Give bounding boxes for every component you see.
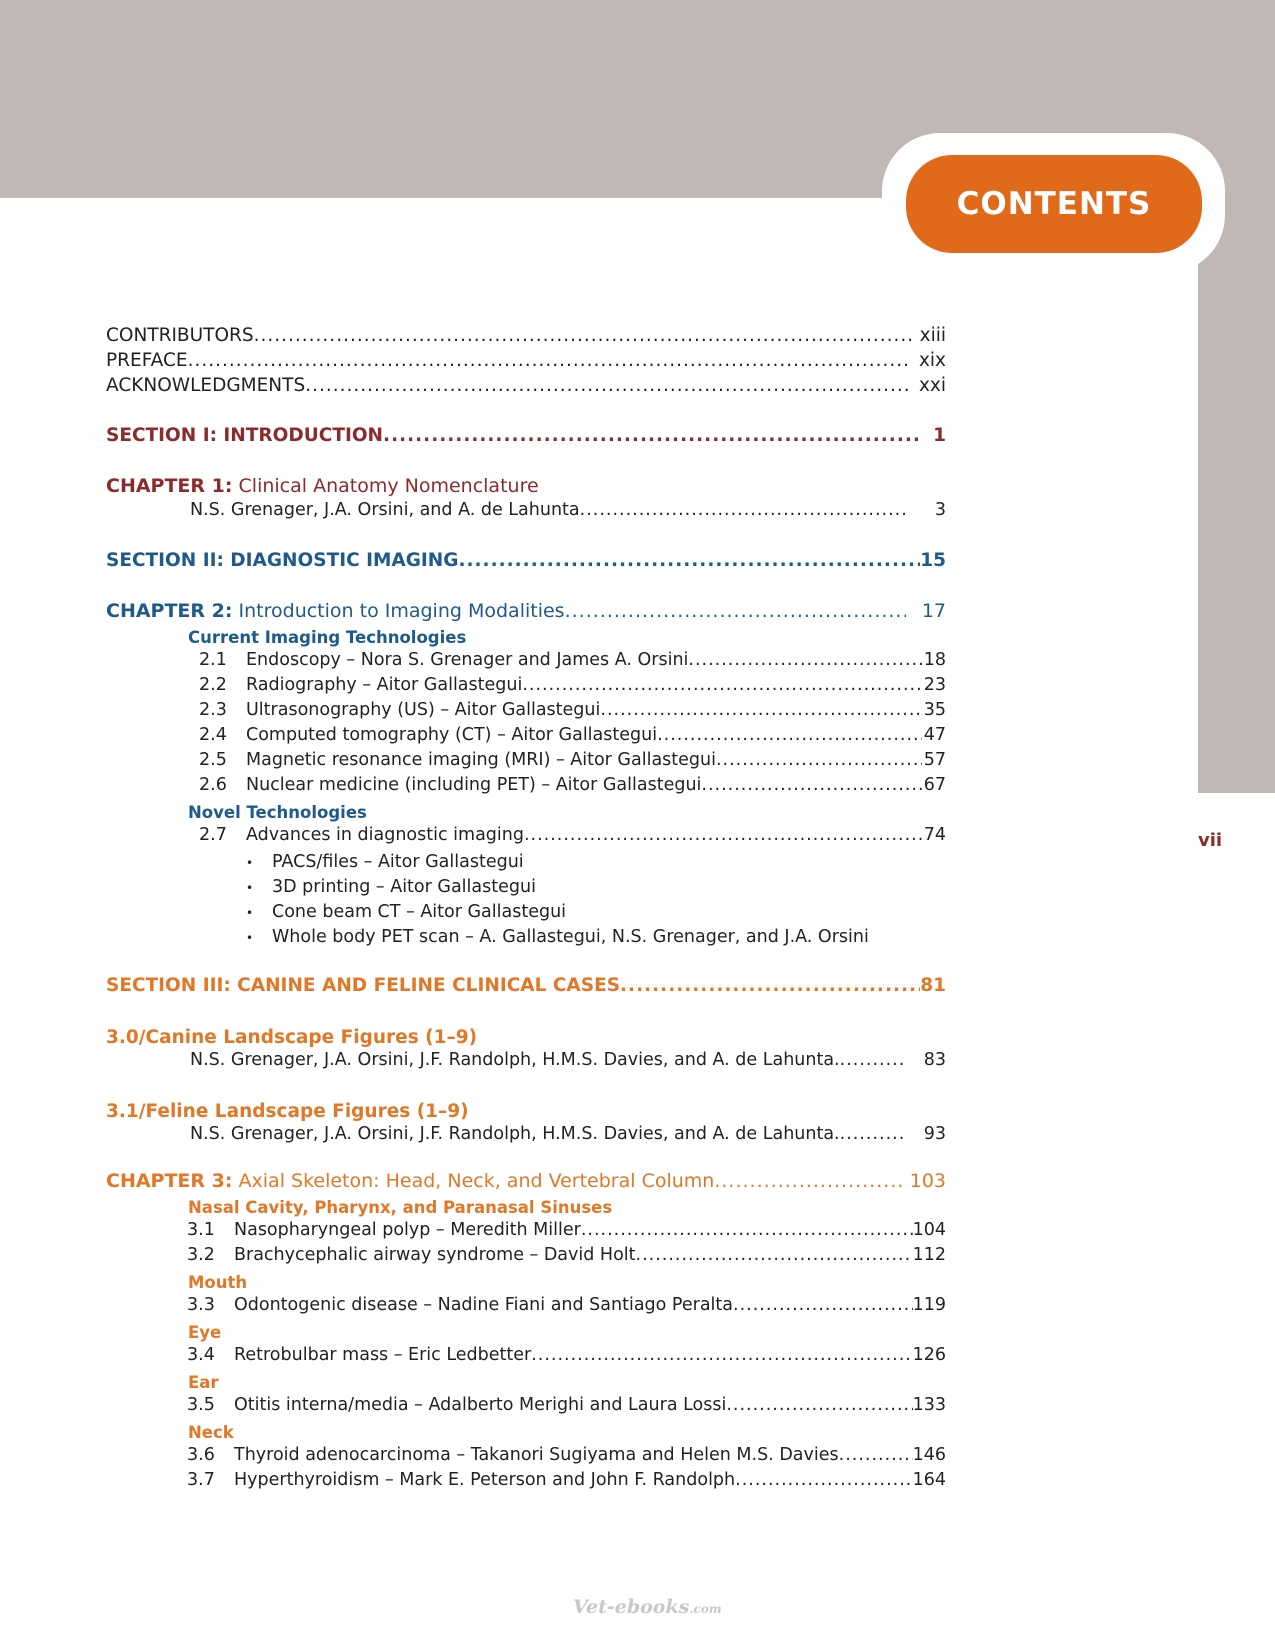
watermark-text: Vet-ebooks (573, 1596, 690, 1618)
bullet-item (106, 875, 946, 900)
leader-dots (636, 1245, 913, 1265)
section-title: SECTION II: DIAGNOSTIC IMAGING (106, 550, 459, 571)
bullet-text: Cone beam CT – Aitor Gallastegui (272, 902, 567, 922)
chapter-page: 17 (921, 600, 946, 622)
entry-page: 164 (912, 1470, 946, 1490)
section-title: SECTION I: INTRODUCTION (106, 425, 384, 446)
feline-authors[interactable] (106, 1124, 946, 1149)
toc-entry-3-7[interactable] (106, 1470, 946, 1495)
entry-page: xix (918, 350, 946, 371)
leader-dots (458, 550, 920, 571)
bullet-icon: • (246, 856, 254, 870)
toc-entry-3-6[interactable] (106, 1445, 946, 1470)
bullet-item (106, 900, 946, 925)
entry-number: 2.6 (199, 775, 227, 795)
entry-number: 2.1 (199, 650, 227, 670)
entry-number: 2.3 (199, 700, 227, 720)
leader-dots (839, 1445, 913, 1465)
entry-title: PREFACE (106, 350, 188, 371)
toc-entry-2-2[interactable] (106, 675, 946, 700)
toc-entry-2-6[interactable] (106, 775, 946, 800)
entry-number: 3.1 (187, 1220, 215, 1240)
leader-dots (735, 1470, 912, 1490)
leader-dots (383, 425, 922, 446)
subheading-current-imaging: Current Imaging Technologies (188, 628, 467, 647)
entry-title: Nasopharyngeal polyp – Meredith Miller (234, 1220, 581, 1240)
entry-title: Ultrasonography (US) – Aitor Gallastegui (246, 700, 601, 720)
contents-tab-label: CONTENTS (956, 186, 1152, 222)
entry-title: ACKNOWLEDGMENTS (106, 375, 306, 396)
bullet-item (106, 850, 946, 875)
subheading-novel-technologies: Novel Technologies (188, 803, 367, 822)
entry-number: 3.7 (187, 1470, 215, 1490)
toc-entry-contributors[interactable] (106, 325, 946, 350)
authors-text: N.S. Grenager, J.A. Orsini, J.F. Randolph, H.M.S. Davies, and A. de Lahunta. (190, 1124, 840, 1144)
leader-dots (620, 975, 920, 996)
table-of-contents (106, 325, 946, 1495)
entry-page: 3 (934, 500, 946, 520)
entry-page: 133 (912, 1395, 946, 1415)
entry-page: 112 (912, 1245, 946, 1265)
page-number: vii (1198, 830, 1223, 851)
entry-number: 2.7 (199, 825, 227, 845)
entry-title: Advances in diagnostic imaging (246, 825, 524, 845)
subheading-neck: Neck (188, 1423, 234, 1442)
entry-title: Thyroid adenocarcinoma – Takanori Sugiyama and Helen M.S. Davies (234, 1445, 839, 1465)
chapter-label: CHAPTER 3: (106, 1170, 233, 1192)
entry-title: Nuclear medicine (including PET) – Aitor Gallastegui (246, 775, 702, 795)
entry-title: Computed tomography (CT) – Aitor Gallastegui (246, 725, 658, 745)
toc-section-clinical-cases[interactable] (106, 975, 946, 1000)
subheading-ear: Ear (188, 1373, 219, 1392)
feline-landscape-heading[interactable]: 3.1/Feline Landscape Figures (1–9) (106, 1101, 469, 1122)
entry-page: 146 (912, 1445, 946, 1465)
chapter-title: Introduction to Imaging Modalities (232, 600, 565, 622)
watermark (573, 1596, 722, 1618)
entry-title: CONTRIBUTORS (106, 325, 254, 346)
toc-entry-3-3[interactable] (106, 1295, 946, 1320)
entry-number: 3.6 (187, 1445, 215, 1465)
chapter-label: CHAPTER 2: (106, 600, 233, 622)
section-page: 15 (920, 550, 946, 571)
bullet-item (106, 925, 946, 950)
chapter-title: Axial Skeleton: Head, Neck, and Vertebral Column (232, 1170, 715, 1192)
contents-tab (906, 155, 1202, 253)
section-title: SECTION III: CANINE AND FELINE CLINICAL CASES (106, 975, 621, 996)
entry-page: 83 (923, 1050, 946, 1070)
watermark-suffix: .com (689, 1602, 722, 1616)
section-page: 81 (920, 975, 946, 996)
bullet-text: 3D printing – Aitor Gallastegui (272, 877, 536, 897)
entry-page: 47 (923, 725, 946, 745)
leader-dots (600, 700, 922, 720)
entry-title: Radiography – Aitor Gallastegui (246, 675, 523, 695)
leader-dots (188, 350, 912, 371)
toc-entry-preface[interactable] (106, 350, 946, 375)
leader-dots (581, 1220, 913, 1240)
entry-page: xxi (918, 375, 946, 396)
entry-page: 18 (923, 650, 946, 670)
entry-page: 23 (923, 675, 946, 695)
entry-page: 93 (923, 1124, 946, 1144)
toc-entry-2-7[interactable] (106, 825, 946, 850)
section-page: 1 (933, 425, 946, 446)
toc-entry-2-1[interactable] (106, 650, 946, 675)
leader-dots (565, 600, 906, 622)
toc-entry-2-3[interactable] (106, 700, 946, 725)
leader-dots (522, 675, 922, 695)
toc-entry-2-5[interactable] (106, 750, 946, 775)
leader-dots (714, 1170, 904, 1192)
entry-number: 3.2 (187, 1245, 215, 1265)
entry-page: 104 (912, 1220, 946, 1240)
entry-page: 67 (923, 775, 946, 795)
toc-chapter-2[interactable] (106, 600, 946, 625)
leader-dots (733, 1295, 913, 1315)
side-band (1198, 198, 1275, 793)
bullet-icon: • (246, 906, 254, 920)
bullet-icon: • (246, 881, 254, 895)
toc-entry-3-1[interactable] (106, 1220, 946, 1245)
entry-title: Brachycephalic airway syndrome – David Holt (234, 1245, 636, 1265)
toc-entry-3-5[interactable] (106, 1395, 946, 1420)
authors-text: N.S. Grenager, J.A. Orsini, and A. de Lahunta (190, 500, 580, 520)
entry-title: Retrobulbar mass – Eric Ledbetter (234, 1345, 532, 1365)
toc-entry-3-4[interactable] (106, 1345, 946, 1370)
chapter-1-authors[interactable] (106, 500, 946, 525)
leader-dots (701, 775, 922, 795)
entry-number: 3.5 (187, 1395, 215, 1415)
subheading-nasal-cavity: Nasal Cavity, Pharynx, and Paranasal Sinuses (188, 1198, 613, 1217)
authors-text: N.S. Grenager, J.A. Orsini, J.F. Randolph, H.M.S. Davies, and A. de Lahunta. (190, 1050, 840, 1070)
leader-dots (716, 750, 922, 770)
subheading-mouth: Mouth (188, 1273, 248, 1292)
leader-dots (305, 375, 912, 396)
entry-title: Hyperthyroidism – Mark E. Peterson and John F. Randolph (234, 1470, 736, 1490)
entry-page: 126 (912, 1345, 946, 1365)
entry-title: Otitis interna/media – Adalberto Merighi and Laura Lossi (234, 1395, 727, 1415)
leader-dots (524, 825, 922, 845)
toc-entry-2-4[interactable] (106, 725, 946, 750)
canine-landscape-heading[interactable]: 3.0/Canine Landscape Figures (1–9) (106, 1027, 478, 1048)
entry-number: 2.5 (199, 750, 227, 770)
leader-dots (657, 725, 922, 745)
leader-dots (580, 500, 906, 520)
entry-page: 119 (912, 1295, 946, 1315)
bullet-icon: • (246, 931, 254, 945)
entry-page: 35 (923, 700, 946, 720)
entry-number: 2.4 (199, 725, 227, 745)
leader-dots (254, 325, 912, 346)
toc-chapter-1[interactable] (106, 475, 946, 500)
leader-dots (688, 650, 922, 670)
entry-page: 74 (923, 825, 946, 845)
entry-page: 57 (923, 750, 946, 770)
toc-section-introduction[interactable] (106, 425, 946, 450)
subheading-eye: Eye (188, 1323, 222, 1342)
toc-entry-3-2[interactable] (106, 1245, 946, 1270)
bullet-text: Whole body PET scan – A. Gallastegui, N.S. Grenager, and J.A. Orsini (272, 927, 869, 947)
entry-title: Magnetic resonance imaging (MRI) – Aitor Gallastegui (246, 750, 716, 770)
entry-number: 3.3 (187, 1295, 215, 1315)
entry-page: xiii (919, 325, 946, 346)
toc-section-diagnostic-imaging[interactable] (106, 550, 946, 575)
toc-chapter-3[interactable] (106, 1170, 946, 1195)
chapter-label: CHAPTER 1: (106, 475, 233, 497)
chapter-page: 103 (909, 1170, 946, 1192)
entry-title: Endoscopy – Nora S. Grenager and James A. Orsini (246, 650, 689, 670)
toc-entry-acknowledgments[interactable] (106, 375, 946, 400)
leader-dots (840, 1124, 906, 1144)
leader-dots (840, 1050, 906, 1070)
leader-dots (726, 1395, 912, 1415)
bullet-text: PACS/files – Aitor Gallastegui (272, 852, 524, 872)
chapter-title: Clinical Anatomy Nomenclature (232, 475, 539, 497)
leader-dots (531, 1345, 912, 1365)
entry-title: Odontogenic disease – Nadine Fiani and Santiago Peralta (234, 1295, 733, 1315)
entry-number: 3.4 (187, 1345, 215, 1365)
entry-number: 2.2 (199, 675, 227, 695)
canine-authors[interactable] (106, 1050, 946, 1075)
